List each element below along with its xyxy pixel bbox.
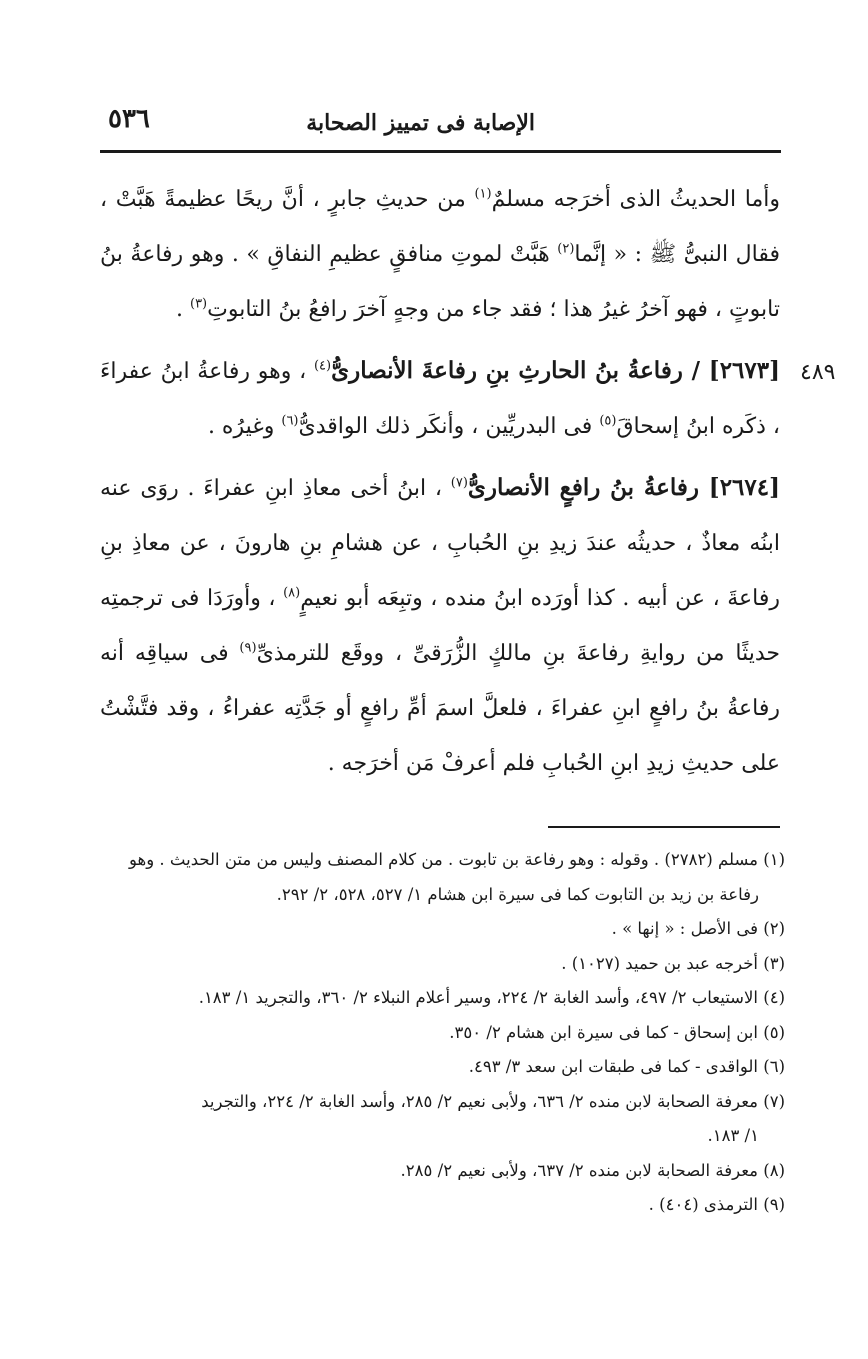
footnote-ref-1: (١) [474, 186, 492, 202]
footnote-number: (٩) [763, 1195, 785, 1214]
text-segment: ، ابنُ أخى معاذِ ابنِ عفراءَ . روَى عنه ابنُه معاذٌ ، حديثُه عندَ زيدِ بنِ الحُبابِ ، عن هشامِ بنِ هارونَ ، عن معاذِ بنِ رفاعةَ ، عن أبيه . كذا أورَده ابنُ منده ، وتبِعَه أبو نعيمٍ [100, 476, 780, 611]
footnote-text: معرفة الصحابة لابن منده ٢/ ٦٣٧، ولأبى نعيم ٢/ ٢٨٥. [400, 1160, 758, 1180]
entry-heading: [٢٦٧٤] رفاعةُ بنُ رافعٍ الأنصارىُّ [467, 474, 780, 501]
footnote-text: الواقدى - كما فى طبقات ابن سعد ٣/ ٤٩٣. [468, 1057, 758, 1076]
text-segment: . [175, 297, 190, 322]
footnote-ref-8: (٨) [283, 585, 301, 601]
text-segment: فى سياقِه أنه رفاعةُ بنُ رافعٍ ابنِ عفراءَ ، فلعلَّ اسمَ أمِّ رافعٍ أو جَدَّتِه عفراءُ ، وقد فتَّشْتُ على حديثِ زيدِ ابنِ الحُبابِ فلم أعرفْ مَن أخرَجه . [100, 641, 780, 776]
footnote-text: فى الأصل : « إنها » . [611, 919, 758, 938]
text-segment: وغيرُه . [207, 414, 282, 439]
footnote-number: (٦) [763, 1057, 785, 1076]
text-segment: وأما الحديثُ الذى أخرَجه مسلمٌ [491, 187, 780, 212]
entry-heading: [٢٦٧٣] / رفاعةُ بنُ الحارثِ بنِ رفاعةَ الأنصارىُّ [331, 357, 780, 384]
text-segment: ، وهو رفاعةُ ابنُ عفراءَ ، ذكَره ابنُ إسحاقَ [100, 359, 780, 439]
footnote-separator [548, 826, 780, 828]
footnote-number: (٤) [763, 988, 785, 1007]
footnote-ref-7: (٧) [450, 475, 468, 491]
running-header [100, 102, 780, 142]
entry-2674 [100, 460, 780, 791]
footnote-9 [100, 1188, 785, 1223]
footnote-7 [100, 1085, 785, 1154]
footnote-6 [100, 1050, 785, 1085]
text-segment: من حديثِ جابرٍ ، أنَّ ريحًا عظيمةً هَبَّتْ ، فقال النبىُّ ﷺ : « إنَّما [100, 187, 780, 267]
footnote-text: أخرجه عبد بن حميد (١٠٢٧) . [561, 953, 758, 973]
text-segment: فى البدريِّين ، وأنكَر ذلك الواقدىُّ [298, 414, 600, 439]
main-text [100, 172, 780, 791]
footnote-ref-3: (٣) [189, 296, 208, 312]
footnotes [100, 843, 785, 1223]
footnote-4 [100, 981, 785, 1016]
footnote-text: الترمذى (٤٠٤) . [648, 1195, 758, 1214]
entry-2673 [100, 343, 780, 454]
footnote-8 [100, 1154, 785, 1189]
text-segment: ، وأورَدَا فى ترجمتِه حديثًا من روايةِ رفاعةَ بنِ مالكٍ الزُّرَقىِّ ، ووقَع للترمذىِّ [100, 586, 780, 666]
footnote-continuation: ١/ ١٨٣. [707, 1126, 759, 1145]
footnote-number: (٧) [763, 1091, 785, 1111]
footnote-continuation: رفاعة بن زيد بن التابوت كما فى سيرة ابن هشام ١/ ٥٢٧، ٥٢٨، ٢/ ٢٩٢. [276, 884, 759, 904]
running-header-title: الإصابة فى تمييز الصحابة [306, 110, 535, 136]
footnote-5 [100, 1016, 785, 1051]
footnote-ref-6: (٦) [281, 413, 299, 429]
footnote-number: (٣) [763, 953, 785, 973]
text-segment: هَبَّتْ لموتِ منافقٍ عظيمِ النفاقِ » . وهو رفاعةُ بنُ تابوتٍ ، فهو آخرُ غيرُ هذا ؛ فقد جاء من وجهٍ آخرَ رافعُ بنُ التابوتِ [100, 242, 780, 322]
footnote-ref-9: (٩) [239, 640, 257, 656]
footnote-text: ابن إسحاق - كما فى سيرة ابن هشام ٢/ ٣٥٠. [449, 1022, 758, 1042]
footnote-ref-5: (٥) [599, 413, 617, 429]
footnote-ref-4: (٤) [313, 358, 332, 374]
footnote-1 [100, 843, 785, 912]
footnote-number: (٥) [763, 1022, 785, 1042]
footnote-number: (١) [763, 850, 785, 869]
footnote-ref-2: (٢) [557, 241, 575, 257]
footnote-text: الاستيعاب ٢/ ٤٩٧، وأسد الغابة ٢/ ٢٢٤، وسير أعلام النبلاء ٢/ ٣٦٠، والتجريد ١/ ١٨٣. [198, 988, 758, 1007]
footnote-3 [100, 947, 785, 982]
paragraph-jabir-hadith [100, 172, 780, 337]
page-number: ٥٣٦ [108, 104, 150, 134]
footnote-text: مسلم (٢٧٨٢) . وقوله : وهو رفاعة بن تابوت . من كلام المصنف وليس من متن الحديث . وهو [128, 850, 758, 869]
footnote-text: معرفة الصحابة لابن منده ٢/ ٦٣٦، ولأبى نعيم ٢/ ٢٨٥، وأسد الغابة ٢/ ٢٢٤، والتجريد [201, 1091, 758, 1111]
footnote-number: (٢) [763, 919, 785, 938]
margin-page-reference: ٤٨٩ [800, 360, 836, 385]
footnote-2 [100, 912, 785, 947]
footnote-number: (٨) [763, 1160, 785, 1180]
header-rule [100, 150, 781, 153]
